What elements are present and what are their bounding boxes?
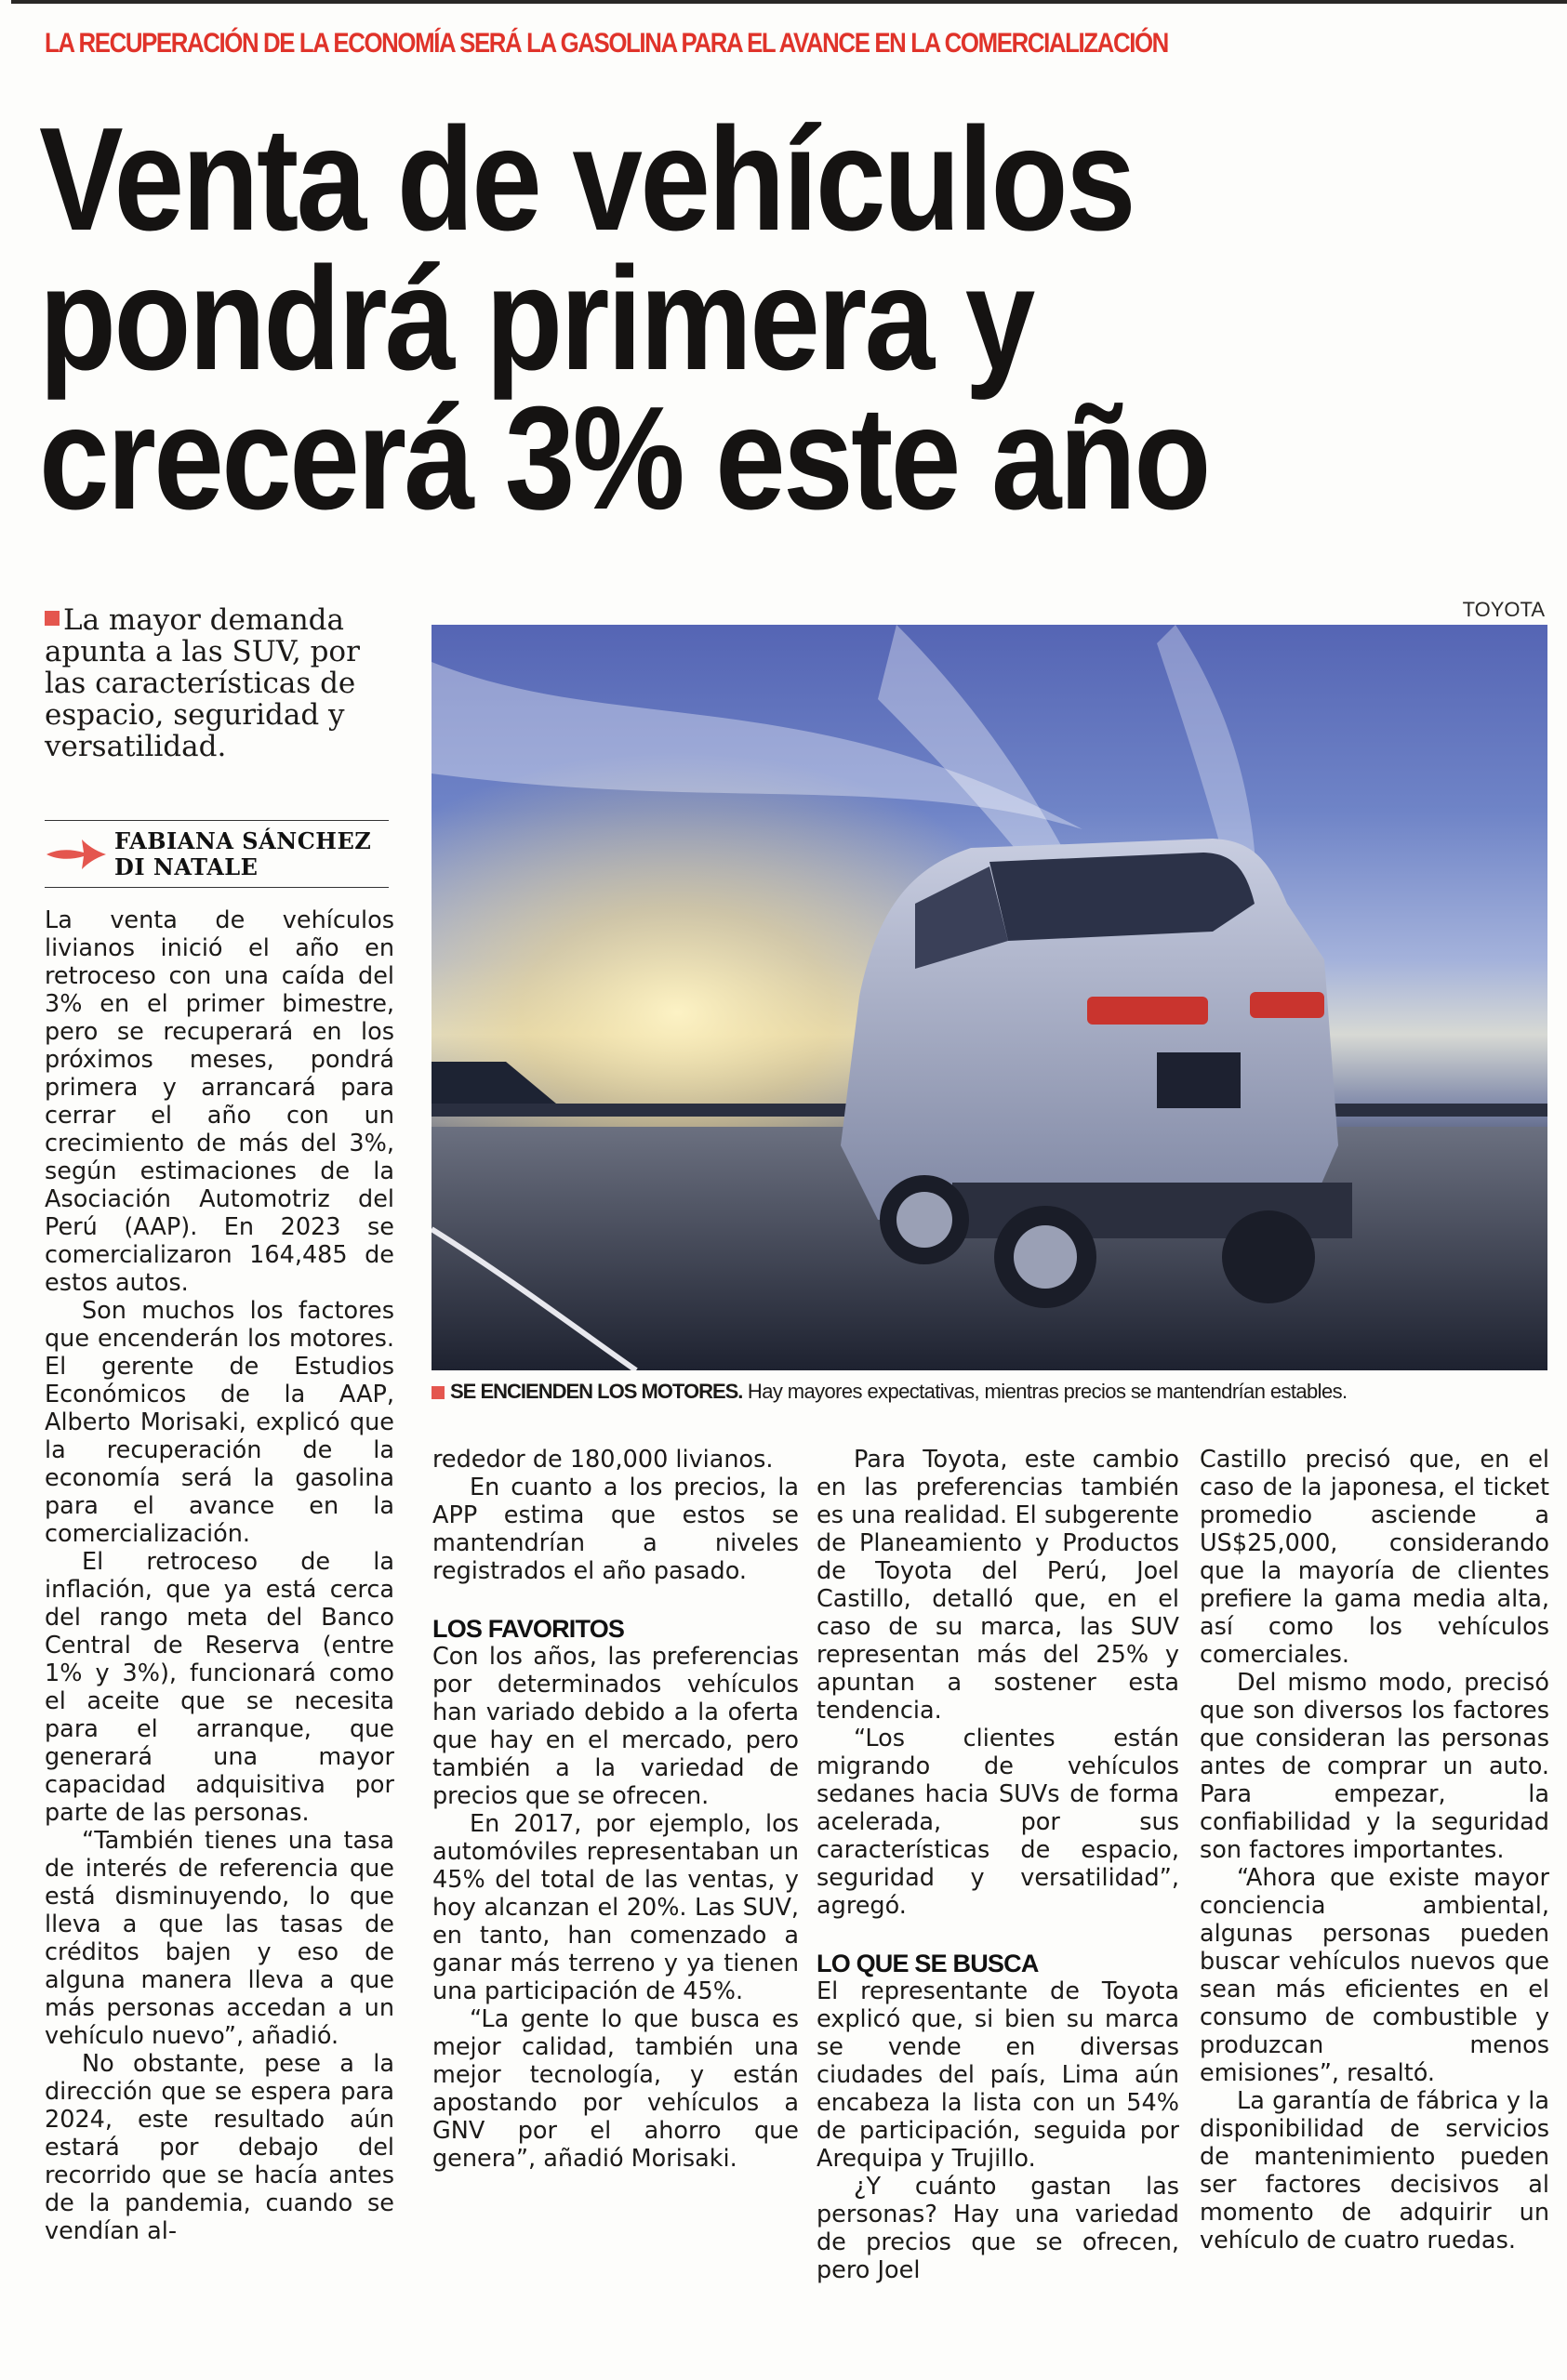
paragraph: ¿Y cuánto gastan las personas? Hay una variedad de precios que se ofrecen, pero Joel: [817, 2173, 1179, 2284]
deck-text: La mayor demanda apunta a las SUV, por las características de espacio, seguridad y versatilidad.: [45, 603, 360, 763]
paragraph: Con los años, las preferencias por determinados vehículos han variado debido a la oferta que hay en el mercado, pero también a la variedad de precios que se ofrecen.: [432, 1643, 799, 1810]
deck: [45, 604, 389, 762]
byline: [45, 820, 389, 888]
headline-line: Venta de vehículos: [39, 98, 1134, 261]
photo-credit: TOYOTA: [1462, 598, 1545, 621]
paragraph: La venta de vehículos livianos inició el año en retroceso con una caída del 3% en el primer bimestre, pero se recuperará en los próximos meses, pondrá primera y arrancará para cerrar el año con un crecimiento de más del 3%, según estimaciones de la Asociación Automotriz del Perú (AAP). En 2023 se comercializaron 164,485 de estos autos.: [45, 906, 394, 1297]
byline-name: FABIANA SÁNCHEZ DI NATALE: [114, 827, 372, 880]
suv-illustration: [432, 625, 1547, 1370]
paragraph: No obstante, pese a la dirección que se espera para 2024, este resultado aún estará por debajo del recorrido que se hacía antes de la pandemia, cuando se vendían al-: [45, 2050, 394, 2245]
body-column-2: [432, 1446, 799, 2173]
paragraph: Para Toyota, este cambio en las preferencias también es una realidad. El subgerente de Planeamiento y Productos de Toyota del Perú, Joel Castillo, detalló que, en el caso de su marca, las SUV representan más del 25% y apuntan a sostener esta tendencia.: [817, 1446, 1179, 1725]
headline: [39, 98, 1209, 540]
paragraph: Son muchos los factores que encenderán los motores. El gerente de Estudios Económicos de la AAP, Alberto Morisaki, explicó que la recuperación de la economía será la gasolina para el avance en la comercialización.: [45, 1297, 394, 1548]
headline-line: crecerá 3% este año: [39, 377, 1209, 540]
subheading: LOS FAVORITOS: [432, 1615, 625, 1643]
paragraph: La garantía de fábrica y la disponibilidad de servicios de mantenimiento pueden ser factores decisivos al momento de adquirir un vehículo de cuatro ruedas.: [1200, 2087, 1549, 2254]
byline-arrow-icon: [45, 832, 110, 873]
paragraph: Castillo precisó que, en el caso de la japonesa, el ticket promedio asciende a US$25,000, considerando que la mayoría de clientes prefiere la gama media alta, así como los vehículos comerciales.: [1200, 1446, 1549, 1669]
paragraph: “Los clientes están migrando de vehículos sedanes hacia SUVs de forma acelerada, por sus características de espacio, seguridad y versatilidad”, agregó.: [817, 1725, 1179, 1920]
paragraph: Del mismo modo, precisó que son diversos los factores que consideran las personas antes de comprar un auto. Para empezar, la confiabilidad y la seguridad son factores importantes.: [1200, 1669, 1549, 1864]
paragraph: En 2017, por ejemplo, los automóviles representaban un 45% del total de las ventas, y hoy alcanzan el 20%. Las SUV, en tanto, han comenzado a ganar más terreno y ya tienen una participación de 45%.: [432, 1810, 799, 2005]
paragraph: “También tienes una tasa de interés de referencia que está disminuyendo, lo que lleva a que las tasas de créditos bajen y eso de alguna manera lleva a que más personas accedan a un vehículo nuevo”, añadió.: [45, 1827, 394, 2050]
paragraph: En cuanto a los precios, la APP estima que estos se mantendrían a niveles registrados el año pasado.: [432, 1474, 799, 1585]
paragraph: El representante de Toyota explicó que, si bien su marca se vende en diversas ciudades del país, Lima aún encabeza la lista con un 54% de participación, seguida por Arequipa y Trujillo.: [817, 1977, 1179, 2173]
paragraph: El retroceso de la inflación, que ya está cerca del rango meta del Banco Central de Reserva (entre 1% y 3%), funcionará como el aceite que se necesita para el arranque, que generará una mayor capacidad adquisitiva por parte de las personas.: [45, 1548, 394, 1827]
headline-line: pondrá primera y: [39, 237, 1033, 401]
body-column-1: [45, 906, 394, 2245]
bullet-square-icon: [45, 611, 60, 626]
bullet-square-icon: [432, 1386, 445, 1399]
paragraph: “Ahora que existe mayor conciencia ambiental, algunas personas pueden buscar vehículos nuevos que sean más eficientes en el consumo de combustible y produzcan menos emisiones”, resaltó.: [1200, 1864, 1549, 2087]
body-column-4: [1200, 1446, 1549, 2254]
photo-caption: SE ENCIENDEN LOS MOTORES. Hay mayores expectativas, mientras precios se mantendrían estables.: [432, 1380, 1557, 1404]
subheading: LO QUE SE BUSCA: [817, 1950, 1039, 1977]
article-photo: [432, 625, 1547, 1370]
paragraph: “La gente lo que busca es mejor calidad, también una mejor tecnología, y están apostando por vehículos a GNV por el ahorro que genera”, añadió Morisaki.: [432, 2005, 799, 2173]
kicker: LA RECUPERACIÓN DE LA ECONOMÍA SERÁ LA GASOLINA PARA EL AVANCE EN LA COMERCIALIZACIÓN: [45, 28, 1168, 59]
top-rule: [11, 0, 1567, 4]
paragraph: rededor de 180,000 livianos.: [432, 1446, 774, 1474]
body-column-3: [817, 1446, 1179, 2284]
